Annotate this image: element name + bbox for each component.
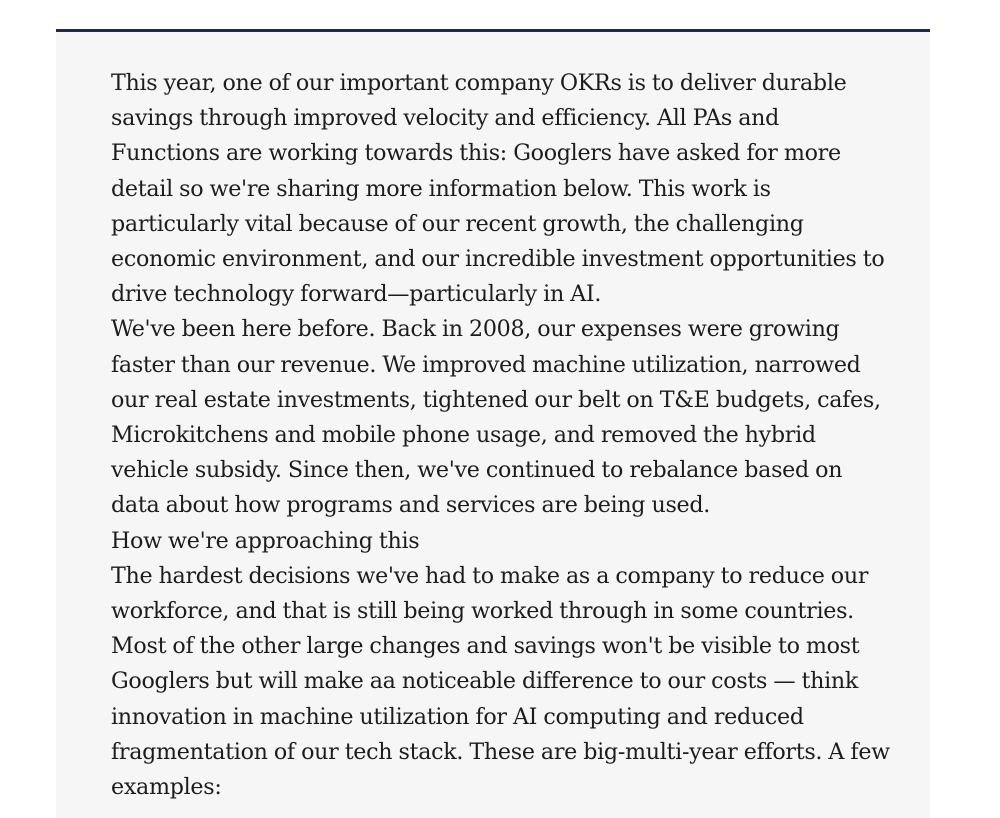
text-line: Most of the other large changes and savings won't be visible to most (111, 633, 860, 660)
text-line: innovation in machine utilization for AI computing and reduced (111, 703, 804, 730)
text-line: The hardest decisions we've had to make as a company to reduce our (111, 562, 869, 589)
text-line: This year, one of our important company OKRs is to deliver durable (111, 70, 847, 96)
text-line: faster than our revenue. We improved machine utilization, narrowed (111, 351, 861, 378)
text-line: economic environment, and our incredible investment opportunities to (111, 246, 885, 273)
section-heading: How we're approaching this (111, 527, 420, 554)
document-card (56, 29, 930, 818)
text-line: savings through improved velocity and efficiency. All PAs and (111, 105, 780, 132)
text-line: Functions are working towards this: Googlers have asked for more (111, 140, 841, 167)
text-line: examples: (111, 774, 222, 801)
text-line: We've been here before. Back in 2008, our expenses were growing (111, 316, 840, 343)
text-line: particularly vital because of our recent growth, the challenging (111, 210, 804, 237)
text-line: vehicle subsidy. Since then, we've continued to rebalance based on (111, 457, 843, 484)
text-line: fragmentation of our tech stack. These are big-multi-year efforts. A few (111, 738, 890, 765)
text-line: our real estate investments, tightened our belt on T&E budgets, cafes, (111, 386, 881, 413)
text-line: drive technology forward—particularly in AI. (111, 281, 602, 308)
text-line: workforce, and that is still being worked through in some countries. (111, 598, 854, 625)
text-line: data about how programs and services are being used. (111, 492, 711, 519)
text-line: detail so we're sharing more information below. This work is (111, 175, 771, 202)
text-line: Googlers but will make aa noticeable difference to our costs — think (111, 668, 859, 695)
text-line: Microkitchens and mobile phone usage, and removed the hybrid (111, 422, 816, 449)
article-body (111, 66, 891, 805)
